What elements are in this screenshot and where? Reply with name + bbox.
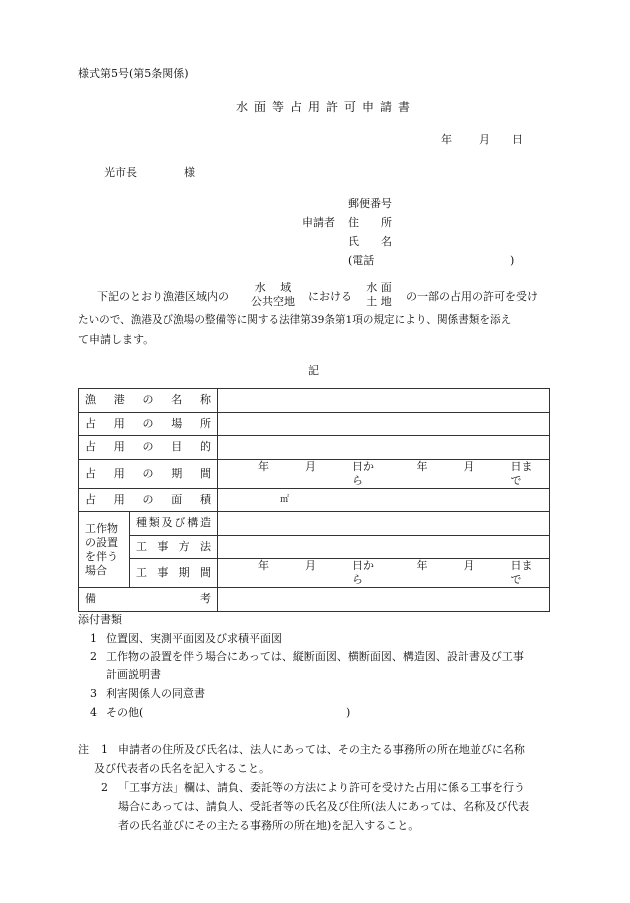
area-label: 占 用 の 面 積 (85, 492, 211, 506)
form-id: 様式第5号(第5条関係) (78, 67, 189, 80)
purpose-value[interactable] (218, 436, 550, 460)
row-work-period (79, 559, 550, 588)
construction-group-label: 工作物の設置を伴う場合 (79, 512, 130, 588)
intro-option2-top: 水 面 (366, 281, 392, 294)
work-period-fields (224, 559, 543, 587)
intro-option1 (247, 281, 299, 309)
intro-line2: たいので、漁港及び漁場の整備等に関する法律第39条第1項の規定により、関係書類を添え (78, 314, 512, 326)
attachment-item-2: 工作物の設置を伴う場合にあっては、縦断面図、横断面図、構造図、設計書及び工事 (106, 650, 524, 663)
note-2-line-1: 「工事方法」欄は、請負、委託等の方法により許可を受けた占用に係る工事を行う (118, 781, 525, 794)
date-month: 月 (479, 133, 490, 146)
period-to-year: 年 (416, 459, 428, 473)
date-day: 日 (512, 133, 523, 146)
attachment-item-4-close: ) (346, 706, 351, 719)
attachment-num-1: 1 (90, 632, 97, 645)
place-value[interactable] (218, 412, 550, 436)
page-title: 水面等占用許可申請書 (236, 100, 417, 114)
port-name-value[interactable] (218, 389, 550, 413)
row-purpose (79, 436, 550, 460)
attachment-item-4: その他( (106, 706, 144, 719)
period-label: 占 用 の 期 間 (85, 466, 211, 480)
period-from-year: 年 (258, 459, 269, 473)
attachment-item-3: 利害関係人の同意書 (106, 687, 205, 700)
work-period-label: 工 事 期 間 (136, 566, 211, 579)
row-period (79, 459, 550, 488)
name-label: 氏 名 (348, 235, 392, 248)
area-value[interactable] (218, 488, 550, 512)
period-to-day: 日まで (510, 459, 533, 487)
row-method (79, 535, 550, 559)
address-label: 住 所 (348, 216, 392, 229)
application-table (78, 388, 550, 612)
purpose-label: 占 用 の 目 的 (85, 440, 211, 454)
area-unit: ㎡ (280, 495, 290, 506)
work-to-year: 年 (416, 559, 428, 572)
row-kind (79, 512, 550, 536)
period-to-month: 月 (463, 459, 475, 473)
addressee-honorific: 様 (184, 166, 195, 179)
remarks-value[interactable] (218, 588, 550, 612)
notes-label: 注 (78, 743, 89, 756)
note-1-line-2: 及び代表者の氏名を記入すること。 (94, 762, 270, 775)
intro-option2-bottom: 土 地 (366, 295, 392, 308)
period-value[interactable] (218, 459, 550, 488)
port-name-label: 漁 港 の 名 称 (85, 393, 211, 407)
work-to-day: 日まで (510, 559, 533, 586)
kind-label: 種 類 及 び 構 造 (136, 516, 211, 530)
period-fields (224, 460, 543, 488)
note-2-line-3: 者の氏名並びにその主たる事務所の所在地)を記入すること。 (118, 819, 420, 832)
phone-close: ) (510, 254, 515, 267)
attachment-num-2: 2 (90, 650, 97, 663)
method-value[interactable] (218, 535, 550, 559)
intro-option2 (361, 281, 397, 309)
note-1-line-1: 申請者の住所及び氏名は、法人にあっては、その主たる事務所の所在地並びに名称 (118, 743, 525, 756)
note-num-1: 1 (101, 743, 108, 756)
note-2-line-2: 場合にあっては、請負人、受託者等の氏名及び住所(法人にあっては、名称及び代表 (118, 800, 530, 813)
row-port-name (79, 389, 550, 413)
work-period-value[interactable] (218, 559, 550, 588)
period-from-day: 日から (352, 459, 374, 487)
attachment-item-2-cont: 計画説明書 (106, 668, 161, 681)
date-year: 年 (441, 133, 452, 146)
ki-heading: 記 (308, 364, 319, 377)
intro-part2: における (308, 290, 352, 303)
phone-label: (電話 (348, 254, 375, 267)
attachment-num-3: 3 (90, 687, 97, 700)
row-area (79, 488, 550, 512)
work-from-year: 年 (258, 559, 269, 572)
attachments-heading: 添付書類 (78, 613, 122, 626)
intro-option1-top: 水 域 (254, 281, 292, 294)
work-from-day: 日から (352, 559, 374, 586)
intro-part3: の一部の占用の許可を受け (406, 290, 538, 303)
period-from-month: 月 (305, 459, 316, 473)
addressee-name: 光市長 (104, 166, 137, 179)
method-label: 工 事 方 法 (136, 539, 211, 553)
attachment-num-4: 4 (90, 706, 97, 719)
postal-code-label: 郵便番号 (348, 197, 392, 210)
intro-option1-bottom: 公共空地 (251, 295, 295, 308)
intro-line3: て申請します。 (78, 333, 155, 346)
row-place (79, 412, 550, 436)
work-from-month: 月 (305, 559, 316, 572)
remarks-label: 備 考 (85, 592, 211, 606)
intro-part1: 下記のとおり漁港区域内の (97, 290, 229, 303)
note-num-2: 2 (101, 781, 108, 794)
kind-value[interactable] (218, 512, 550, 536)
applicant-label: 申請者 (302, 216, 335, 229)
row-remarks (79, 588, 550, 612)
work-to-month: 月 (463, 559, 475, 572)
attachment-item-1: 位置図、実測平面図及び求積平面図 (106, 632, 282, 645)
place-label: 占 用 の 場 所 (85, 416, 211, 430)
